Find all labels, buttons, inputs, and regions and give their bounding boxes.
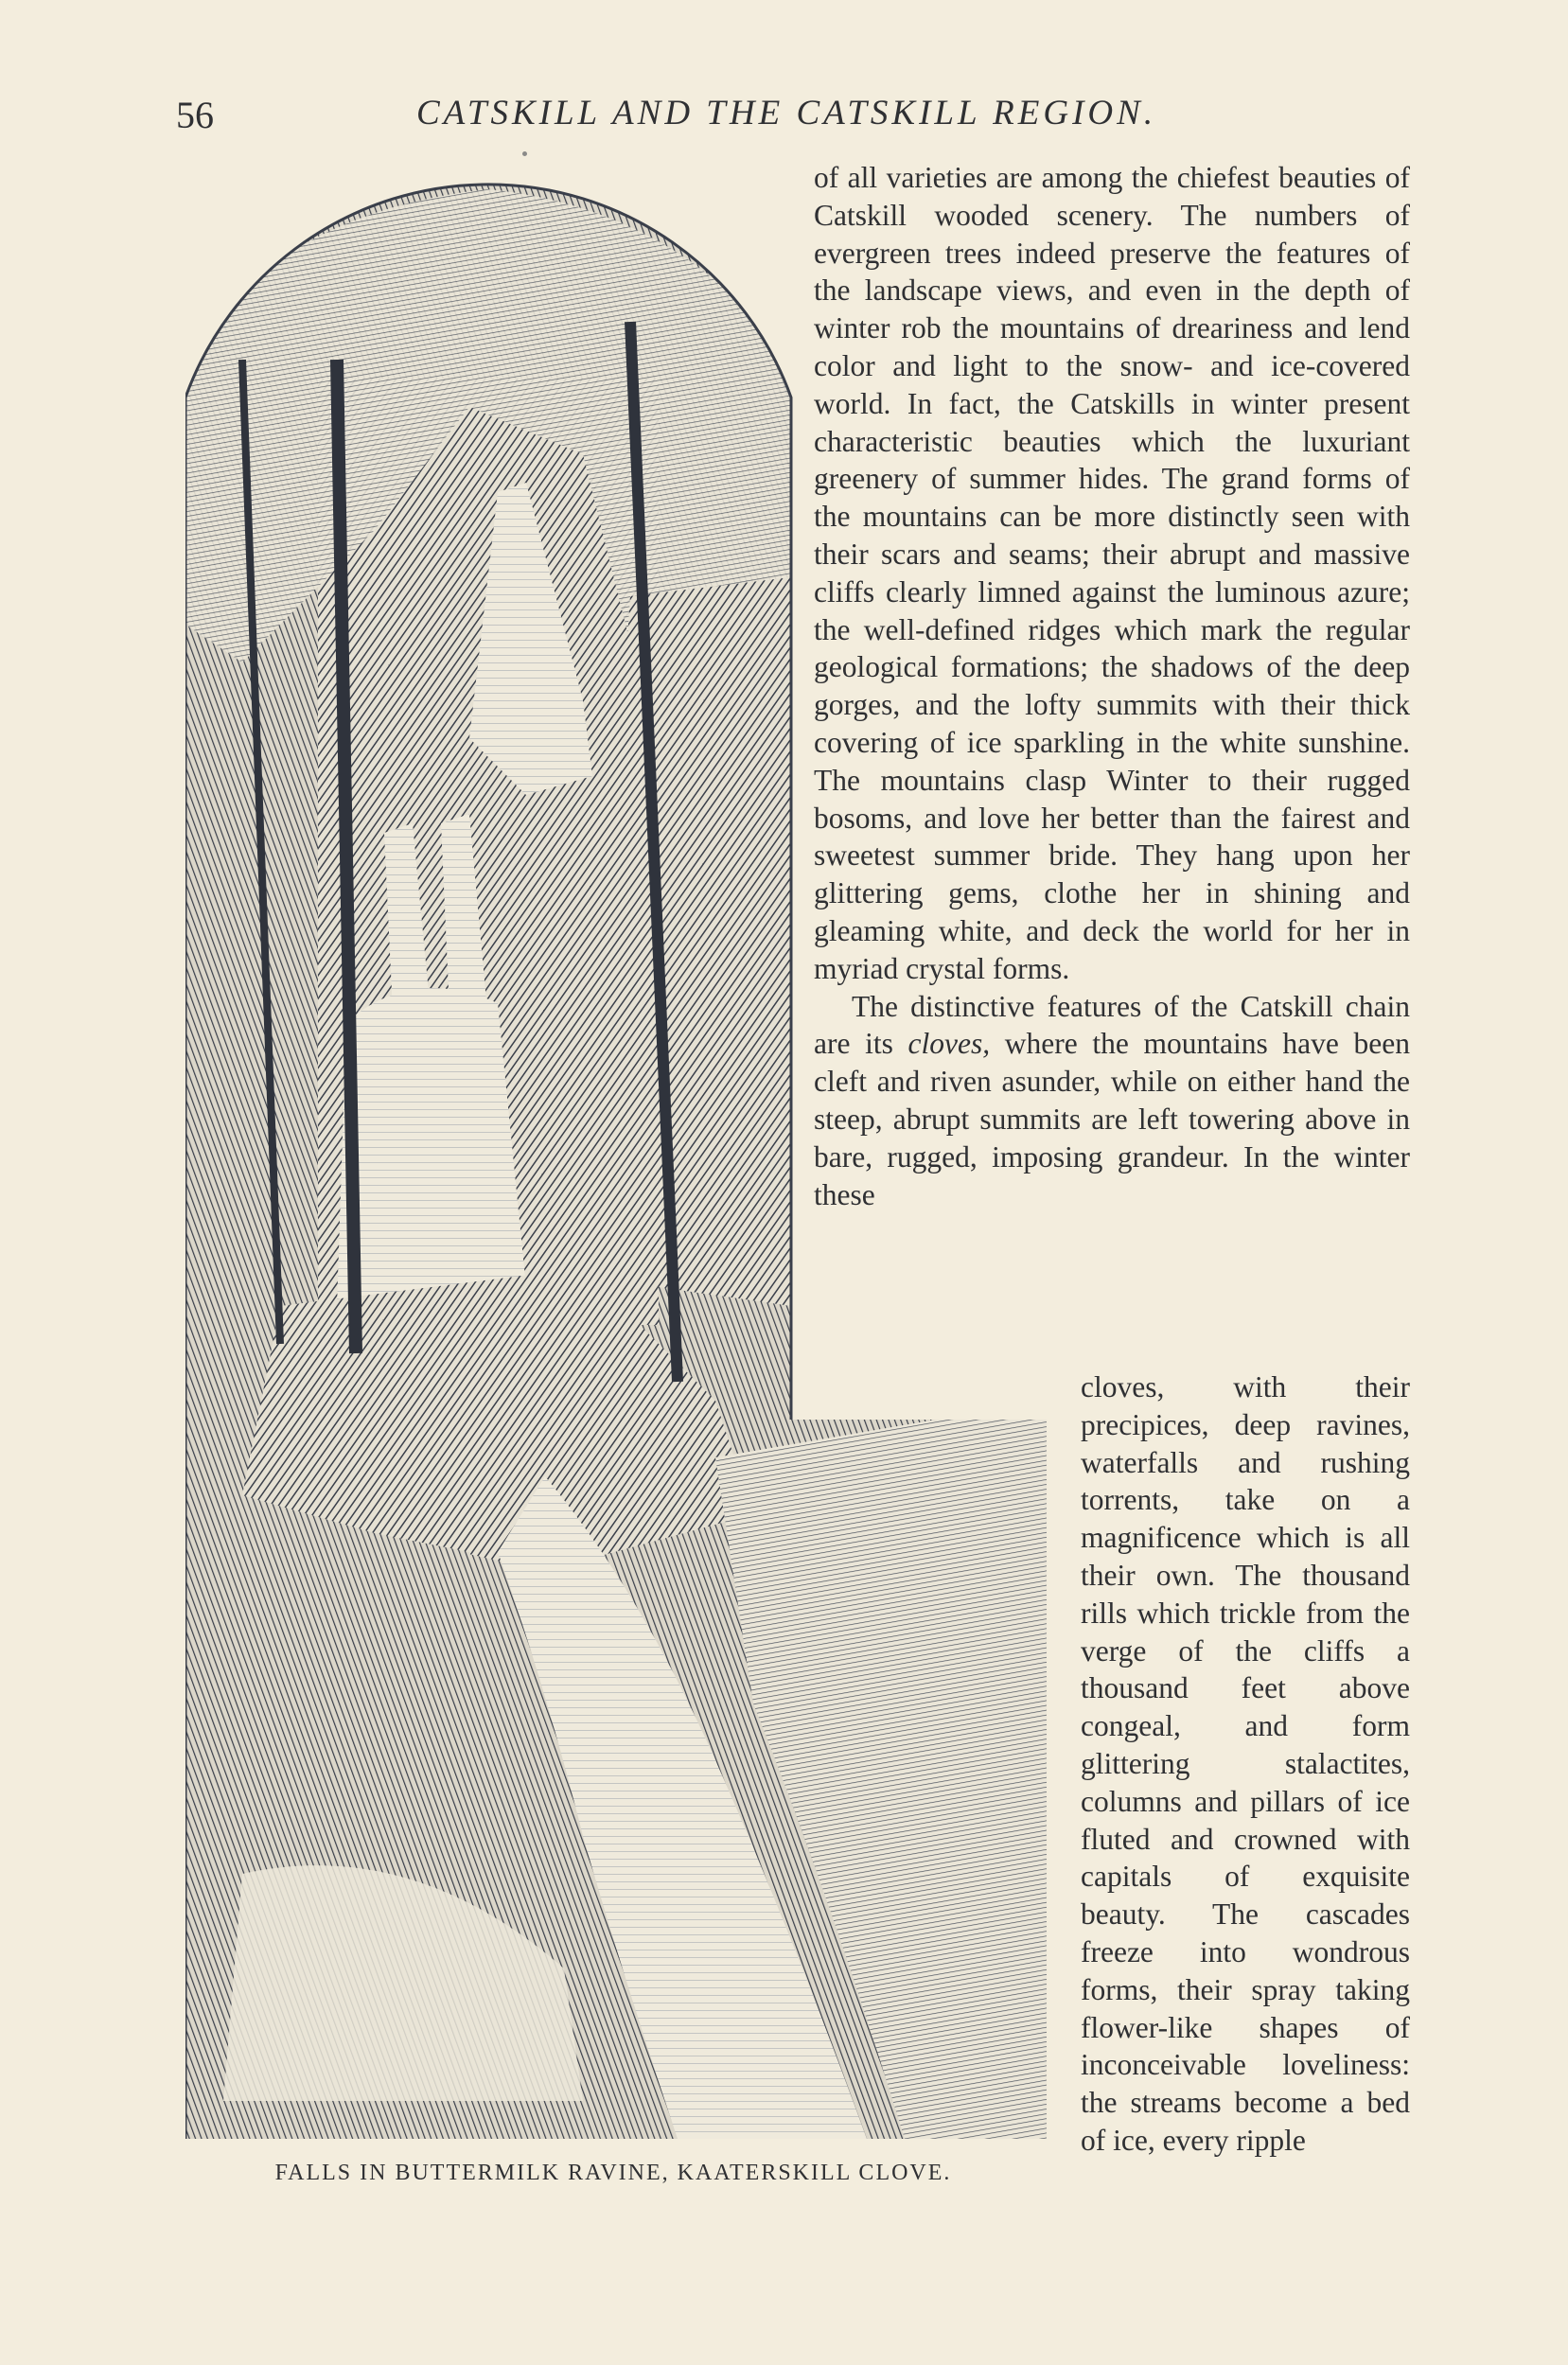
paragraph-2-continued: cloves, with their precipices, deep ravines, waterfalls and rushing torrents, take on a magnificence which is all their own. The thousand rills which trickle from the verge of the cliffs a thousand feet above congeal, and form glittering stalactites, columns and pillars of ice fluted and crowned with capitals of exquisite beauty. The cascades freeze into wondrous forms, their spray taking flower-like shapes of inconceivable loveliness: the streams become a bed of ice, every ripple [1081,1370,1410,2157]
paragraph-2-start: The distinctive features of the Catskill chain are its [814,989,1410,1061]
paragraph-2-end: where the mountains have been cleft and riven asunder, while on either hand the steep, abrupt summits are left towering above in bare, rugged, imposing grandeur. In the winter these [814,1027,1410,1211]
figure-caption: FALLS IN BUTTERMILK RAVINE, KAATERSKILL CLOVE. [274,2161,952,2185]
narrow-text-column [1081,1368,1410,2160]
page-number: 56 [176,94,214,136]
paragraph-1: of all varieties are among the chiefest beauties of Catskill wooded scenery. The numbers of evergreen trees indeed preserve the features of the landscape views, and even in the depth of winter rob the mountains of dreariness and lend color and light to the snow- and ice-covered world. In fact, the Catskills in winter present characteristic beauties which the luxuriant greenery of summer hides. The grand forms of the mountains can be more distinctly seen with their scars and seams; their abrupt and massive cliffs clearly limned against the luminous azure; the well-defined ridges which mark the regular geological formations; the shadows of the deep gorges, and the lofty summits with their thick covering of ice sparkling in the white sunshine. The mountains clasp Winter to their rugged bosoms, and love her better than the fairest and sweetest summer bride. They hang upon her glittering gems, clothe her in shining and gleaming white, and deck the world for her in myriad crystal forms. [814,161,1410,985]
ink-speck [522,151,527,156]
emphasis-cloves: cloves, [907,1027,991,1061]
main-text-column [814,159,1410,1213]
running-title: CATSKILL AND THE CATSKILL REGION. [416,94,1157,132]
paragraph-2 [814,988,1410,1214]
